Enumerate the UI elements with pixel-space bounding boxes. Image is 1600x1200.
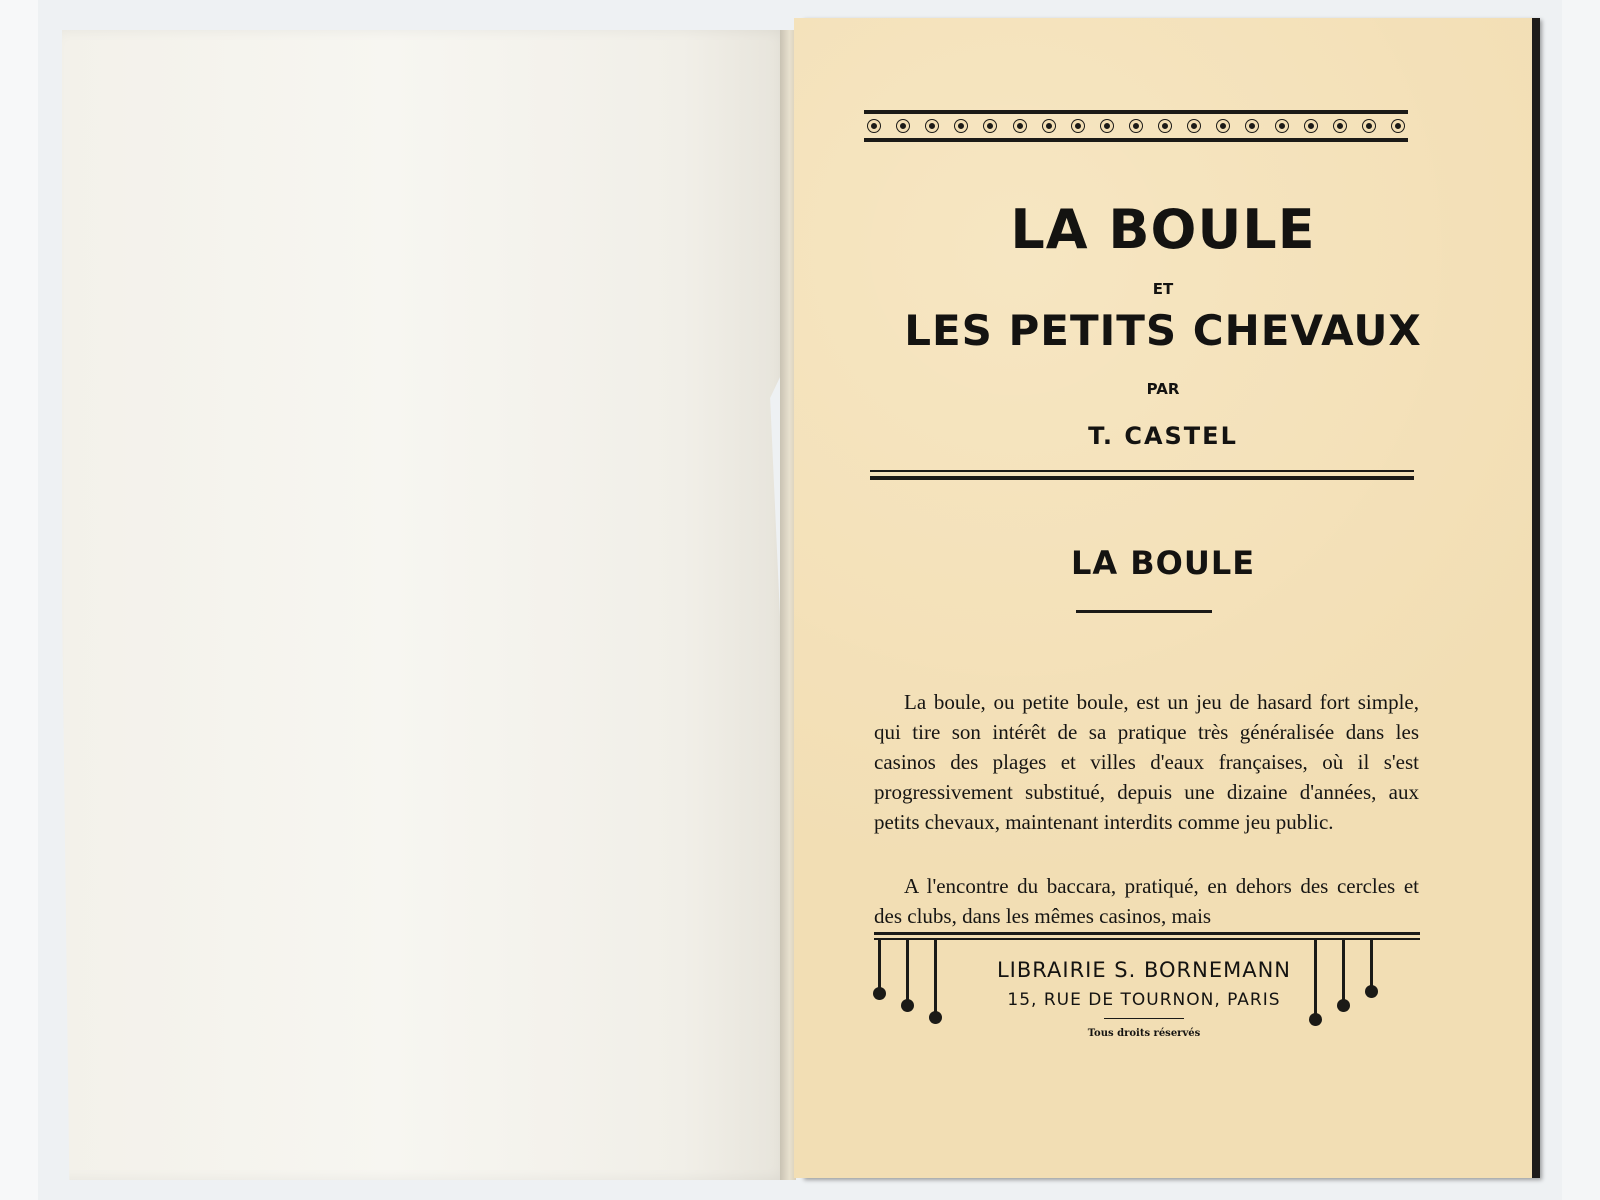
ornament-dot: [1363, 120, 1375, 132]
pendant-ornament: [934, 938, 937, 1014]
section-underline: [1076, 610, 1212, 613]
ornament-dot: [926, 120, 938, 132]
pendant-ornament: [1370, 938, 1373, 988]
author-name: T. CASTEL: [1088, 422, 1238, 450]
publisher-divider: [1104, 1018, 1184, 1019]
publisher-address: 15, RUE DE TOURNON, PARIS: [1007, 990, 1281, 1010]
scan-border-left: [0, 0, 38, 1200]
scan-border-right: [1562, 0, 1600, 1200]
pendant-ornament: [906, 938, 909, 1002]
author-prefix: PAR: [1146, 380, 1180, 398]
ornament-dot: [1043, 120, 1055, 132]
publisher-name: LIBRAIRIE S. BORNEMANN: [996, 958, 1292, 982]
ornament-dot: [1246, 120, 1258, 132]
book-title: LA BOULE: [1010, 198, 1316, 261]
ornament-dot: [1101, 120, 1113, 132]
ornament-dot: [1392, 120, 1404, 132]
rights-notice: Tous droits réservés: [1087, 1028, 1201, 1039]
ornament-dot: [984, 120, 996, 132]
pendant-ornament: [878, 938, 881, 990]
ornament-dot: [897, 120, 909, 132]
title-page: [794, 18, 1532, 1178]
title-conjunction: ET: [1152, 280, 1174, 298]
body-paragraph-1: La boule, ou petite boule, est un jeu de hasard fort simple, qui tire son intérêt de sa pratique très généralisée dans les casinos des plages et villes d'eaux françaises, où il s'est progressivement substitué, depuis une dizaine d'années, aux petits chevaux, maintenant interdits comme jeu public.: [874, 690, 1419, 834]
ornament-dot: [1334, 120, 1346, 132]
ornament-dot: [1217, 120, 1229, 132]
ornament-dot: [1305, 120, 1317, 132]
ornament-dot: [1014, 120, 1026, 132]
blank-left-page: [62, 30, 792, 1180]
section-heading: LA BOULE: [1070, 544, 1256, 582]
ornament-dot: [1188, 120, 1200, 132]
title-divider: [870, 470, 1414, 480]
footer-rule: [874, 932, 1420, 940]
ornament-dot: [1130, 120, 1142, 132]
top-ornament-border: [864, 110, 1408, 142]
ornament-dot: [868, 120, 880, 132]
body-paragraph-2: A l'encontre du baccara, pratiqué, en dehors des cercles et des clubs, dans les mêmes casinos, mais: [874, 874, 1419, 928]
ornament-dot: [955, 120, 967, 132]
book-subtitle: LES PETITS CHEVAUX: [904, 306, 1422, 355]
ornament-dot: [1159, 120, 1171, 132]
ornament-dot: [1276, 120, 1288, 132]
ornament-dot: [1072, 120, 1084, 132]
